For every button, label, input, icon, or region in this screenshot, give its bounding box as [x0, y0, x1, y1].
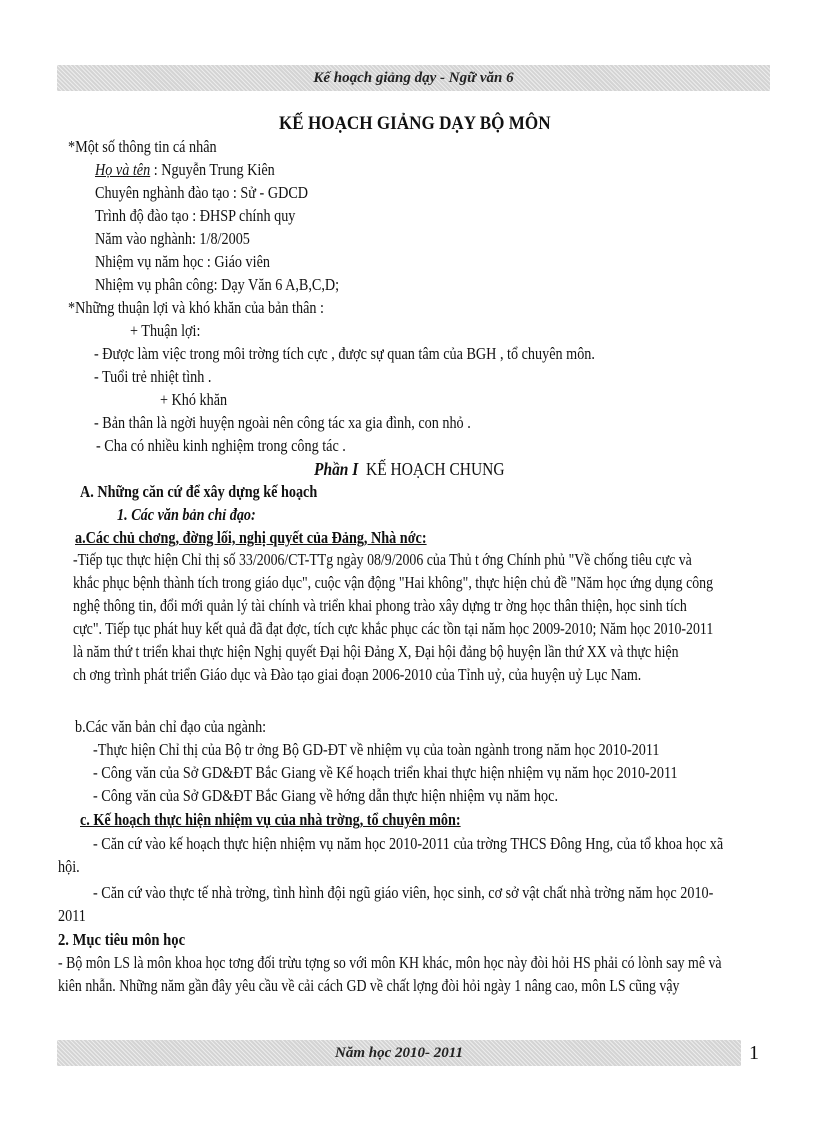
- section-a-heading: A. Những căn cứ để xây dựng kế hoạch: [80, 482, 318, 501]
- section-2-heading: 2. Mục tiêu môn học: [58, 930, 186, 949]
- difficulties-heading: + Khó khăn: [160, 390, 228, 409]
- para-a-line-5: là năm thứ t triển khai thực hiện Nghị quyết Đại hội Đảng X, Đại hội đảng bộ huyện lần thứ XX và thực hiện: [73, 642, 679, 661]
- assignment-line: Nhiệm vụ phân công: Dạy Văn 6 A,B,C,D;: [95, 275, 340, 294]
- para-2-line-1: - Bộ môn LS là môn khoa học tơng đối trừu tợng so với môn KH khác, môn học này đòi hỏi HS phải có lònh say mê và: [58, 953, 722, 972]
- duty-year-line: Nhiệm vụ năm học : Giáo viên: [95, 252, 270, 271]
- para-c1-line-2: hội.: [58, 857, 80, 876]
- difficulty-item-1: - Bản thân là ngời huyện ngoài nên công tác xa gia đình, con nhỏ .: [94, 413, 471, 432]
- para-a-line-2: khắc phục bệnh thành tích trong giáo dục", cuộc vận động "Hai không", thực hiện chủ đề "Năm học ứng dụng công: [73, 573, 714, 592]
- part-heading: [314, 459, 505, 479]
- para-c2-line-2: 2011: [58, 906, 86, 925]
- list-b-item-1: -Thực hiện Chỉ thị của Bộ tr ởng Bộ GD-ĐT về nhiệm vụ của toàn ngành trong năm học 2010-2011: [93, 740, 660, 759]
- list-b-item-2: - Công văn của Sở GD&ĐT Bắc Giang về Kế hoạch triển khai thực hiện nhiệm vụ năm học 2010-2011: [93, 763, 678, 782]
- subsection-c-heading: c. Kế hoạch thực hiện nhiệm vụ của nhà trờng, tổ chuyên môn:: [80, 810, 461, 829]
- footer-text: Năm học 2010- 2011: [335, 1045, 463, 1061]
- advantage-item-2: - Tuổi trẻ nhiệt tình .: [94, 367, 212, 386]
- subsection-a-heading: a.Các chủ chơng, đờng lối, nghị quyết của Đảng, Nhà nớc:: [75, 528, 427, 547]
- document-title: KẾ HOẠCH GIẢNG DẠY BỘ MÔN: [279, 113, 551, 134]
- para-c2-line-1: - Căn cứ vào thực tế nhà trờng, tình hình đội ngũ giáo viên, học sinh, cơ sở vật chất nhà trờng năm học 2010-: [93, 883, 714, 902]
- name-value: : Nguyễn Trung Kiên: [153, 160, 275, 179]
- degree-line: Trình độ đào tạo : ĐHSP chính quy: [95, 206, 296, 225]
- para-2-line-2: kiên nhẫn. Những năm gần đây yêu cầu về cải cách GD về chất lợng đòi hỏi ngày 1 nâng cao, môn LS cũng vậy: [58, 976, 680, 995]
- para-a-line-1: -Tiếp tục thực hiện Chỉ thị số 33/2006/CT-TTg ngày 08/9/2006 của Thủ t ớng Chính phủ "Về chống tiêu cực và: [73, 550, 692, 569]
- part-title: KẾ HOẠCH CHUNG: [366, 459, 505, 479]
- personal-info-heading: *Một số thông tin cá nhân: [68, 137, 217, 156]
- page-footer-band: [57, 1040, 741, 1066]
- name-label: Họ và tên: [95, 160, 151, 179]
- advantage-item-1: - Được làm việc trong môi trờng tích cực , được sự quan tâm của BGH , tổ chuyên môn.: [94, 344, 595, 363]
- subsection-b-heading: b.Các văn bản chỉ đạo của ngành:: [75, 717, 267, 736]
- header-text: Kế hoạch giảng dạy - Ngữ văn 6: [313, 70, 514, 86]
- para-a-line-4: cực". Tiếp tục phát huy kết quả đã đạt đợc, tích cực khắc phục các tồn tại năm học 2009-2010; Năm học 2010-2011: [73, 619, 714, 638]
- name-line: [95, 160, 275, 180]
- difficulty-item-2: - Cha có nhiều kinh nghiệm trong công tác .: [96, 436, 346, 455]
- start-year-line: Năm vào nghành: 1/8/2005: [95, 229, 250, 248]
- page-header-band: [57, 65, 770, 91]
- part-label: Phần I: [314, 459, 359, 479]
- page-number: 1: [749, 1042, 759, 1064]
- advantages-heading: + Thuận lợi:: [130, 321, 201, 340]
- major-line: Chuyên nghành đào tạo : Sử - GDCD: [95, 183, 309, 202]
- para-c1-line-1: - Căn cứ vào kế hoạch thực hiện nhiệm vụ năm học 2010-2011 của trờng THCS Đông Hng, của tổ khoa học xã: [93, 834, 724, 853]
- subsection-1-heading: 1. Các văn bản chỉ đạo:: [117, 505, 256, 524]
- list-b-item-3: - Công văn của Sở GD&ĐT Bắc Giang về hớng dẫn thực hiện nhiệm vụ năm học.: [93, 786, 559, 805]
- para-a-line-3: nghệ thông tin, đổi mới quản lý tài chính và triển khai phong trào xây dựng tr ờng học thân thiện, học sinh tích: [73, 596, 687, 615]
- para-a-line-6: ch ơng trình phát triển Giáo dục và Đào tạo giai đoạn 2006-2010 của Tỉnh uỷ, của huyện uỷ Lục Nam.: [73, 665, 642, 684]
- conditions-heading: *Những thuận lợi và khó khăn của bản thân :: [68, 298, 324, 317]
